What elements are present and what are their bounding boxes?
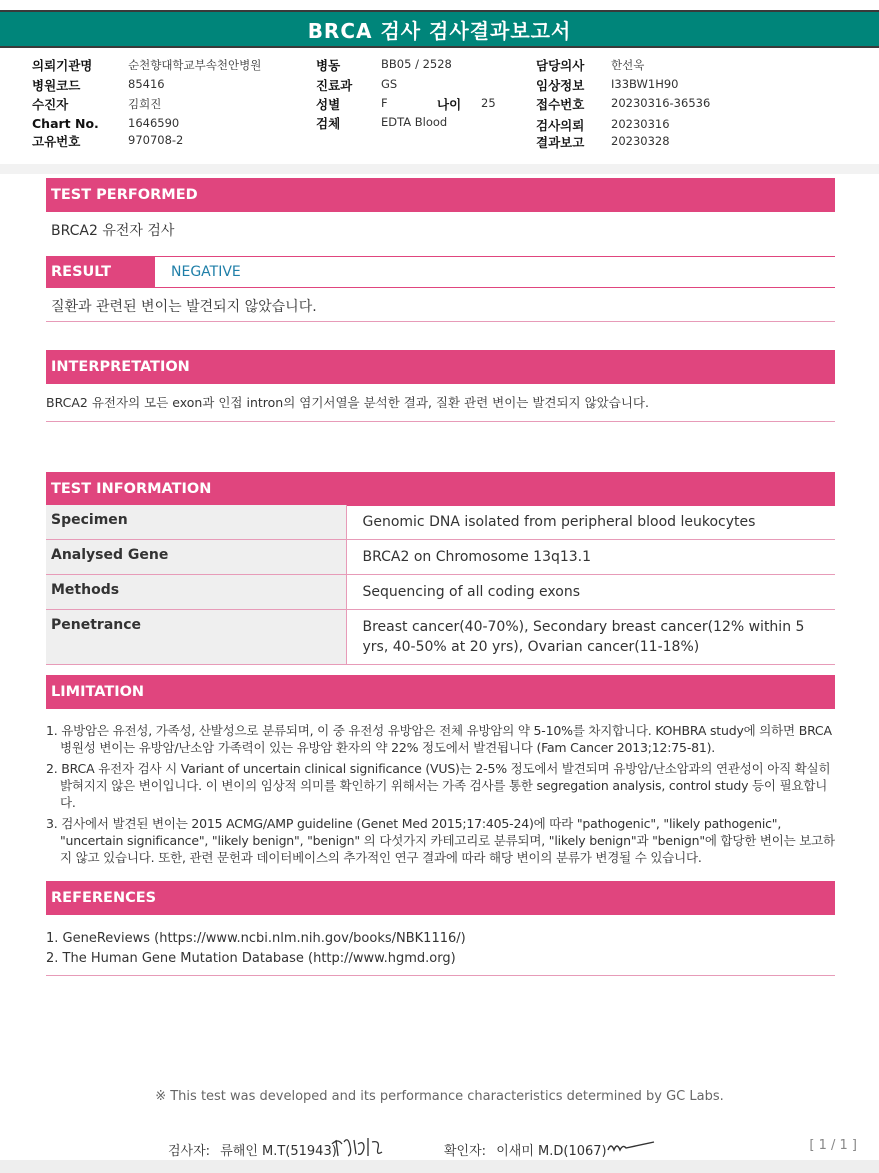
info-value: 한선욱 (611, 58, 645, 72)
result-value: NEGATIVE (171, 264, 241, 280)
result-label: RESULT (46, 257, 155, 287)
info-label: 결과보고 (536, 135, 585, 150)
info-label: 검사의뢰 (536, 118, 585, 133)
info-label: 의뢰기관명 (32, 58, 93, 73)
table-row (46, 540, 835, 575)
info-value: BB05 / 2528 (381, 57, 452, 71)
table-value: Sequencing of all coding exons (346, 575, 835, 610)
info-label: Chart No. (32, 116, 99, 131)
table-value: BRCA2 on Chromosome 13q13.1 (346, 540, 835, 575)
result-text: 질환과 관련된 변이는 발견되지 않았습니다. (51, 299, 317, 315)
table-value: Breast cancer(40-70%), Secondary breast cancer(12% within 5 yrs, 40-50% at 20 yrs), Ovarian cancer(11-18%) (346, 610, 835, 665)
result-row (46, 256, 835, 288)
interpretation-heading: INTERPRETATION (46, 350, 835, 384)
test-performed-heading: TEST PERFORMED (46, 178, 835, 212)
confirmer-signature-line (444, 1140, 607, 1159)
test-information-table (46, 505, 835, 665)
report-title: BRCA 검사 검사결과보고서 (307, 18, 572, 43)
info-label: 임상정보 (536, 78, 585, 93)
page-number: [ 1 / 1 ] (809, 1138, 857, 1153)
references-list (46, 929, 835, 969)
confirmer-label: 확인자: (444, 1144, 487, 1159)
confirmer-signature-mark (606, 1138, 656, 1156)
info-value: 순천향대학교부속천안병원 (128, 58, 262, 72)
test-information-heading: TEST INFORMATION (46, 472, 835, 506)
info-label: 병동 (316, 58, 341, 73)
age-label: 나이 (437, 97, 462, 112)
table-row (46, 505, 835, 540)
divider (46, 975, 835, 976)
table-key: Methods (46, 575, 346, 610)
table-row (46, 610, 835, 665)
bottom-band (0, 1160, 879, 1173)
info-value: EDTA Blood (381, 115, 448, 129)
list-item: 1. GeneReviews (https://www.ncbi.nlm.nih.gov/books/NBK1116/) (46, 931, 466, 946)
info-value: F (381, 96, 388, 110)
info-label: 진료과 (316, 78, 353, 93)
references-heading: REFERENCES (46, 881, 835, 915)
info-label: 수진자 (32, 97, 69, 112)
info-value: I33BW1H90 (611, 77, 679, 91)
info-label: 담당의사 (536, 58, 585, 73)
info-value: 970708-2 (128, 133, 184, 147)
info-value: 20230328 (611, 134, 670, 148)
age-value: 25 (481, 96, 496, 110)
info-label: 접수번호 (536, 97, 585, 112)
info-label: 고유번호 (32, 134, 81, 149)
info-value: 김희진 (128, 97, 162, 111)
divider (46, 321, 835, 322)
list-item: 2. The Human Gene Mutation Database (http://www.hgmd.org) (46, 951, 456, 966)
patient-info-block (0, 56, 879, 166)
info-value: GS (381, 77, 398, 91)
limitation-heading: LIMITATION (46, 675, 835, 709)
footer-note: ※ This test was developed and its performance characteristics determined by GC Labs. (155, 1089, 724, 1104)
list-item: 1. 유방암은 유전성, 가족성, 산발성으로 분류되며, 이 중 유전성 유방암은 전체 유방암의 약 5-10%를 차지합니다. KOHBRA study에 의하면 BRCA 병원성 변이는 유방암/난소암 가족력이 있는 유방암 환자의 약 22% 정도에서 발견됩니다 (Fam Cancer 2013;12:75-81). (46, 723, 832, 755)
info-value: 20230316-36536 (611, 96, 711, 110)
info-label: 성별 (316, 97, 341, 112)
info-value: 1646590 (128, 116, 180, 130)
examiner-signature-line (168, 1140, 337, 1159)
info-label: 병원코드 (32, 78, 81, 93)
examiner-signature-mark (330, 1134, 386, 1160)
limitation-list (46, 722, 835, 870)
divider-band (0, 164, 879, 174)
info-label: 검체 (316, 116, 341, 131)
info-value: 20230316 (611, 117, 670, 131)
examiner-label: 검사자: (168, 1144, 211, 1159)
interpretation-text: BRCA2 유전자의 모든 exon과 인접 intron의 염기서열을 분석한 결과, 질환 관련 변이는 발견되지 않았습니다. (46, 395, 649, 410)
table-key: Specimen (46, 505, 346, 540)
confirmer-name: 이새미 M.D(1067) (496, 1144, 607, 1159)
table-key: Penetrance (46, 610, 346, 665)
table-value: Genomic DNA isolated from peripheral blood leukocytes (346, 505, 835, 540)
report-title-bar (0, 10, 879, 48)
list-item: 3. 검사에서 발견된 변이는 2015 ACMG/AMP guideline (Genet Med 2015;17:405-24)에 따라 "pathogenic", "likely pathogenic", "uncertain significance", "likely benign", "benign" 의 다섯가지 카테고리로 분류되며, "likely benign"과 "benign"에 합당한 변이는 보고하지 않고 있습니다. 또한, 관련 문헌과 데이터베이스의 추가적인 연구 결과에 따라 해당 변이의 분류가 변경될 수 있습니다. (46, 816, 835, 865)
table-key: Analysed Gene (46, 540, 346, 575)
test-performed-text: BRCA2 유전자 검사 (51, 223, 175, 239)
list-item: 2. BRCA 유전자 검사 시 Variant of uncertain clinical significance (VUS)는 2-5% 정도에서 발견되며 유방암/난소암과의 연관성이 아직 확실히 밝혀지지 않은 변이입니다. 이 변이의 임상적 의미를 확인하기 위해서는 가족 검사를 통한 segregation analysis, control study 등이 필요합니다. (46, 761, 831, 810)
divider (46, 421, 835, 422)
info-value: 85416 (128, 77, 165, 91)
table-row (46, 575, 835, 610)
examiner-name: 류해인 M.T(51943) (220, 1144, 337, 1159)
